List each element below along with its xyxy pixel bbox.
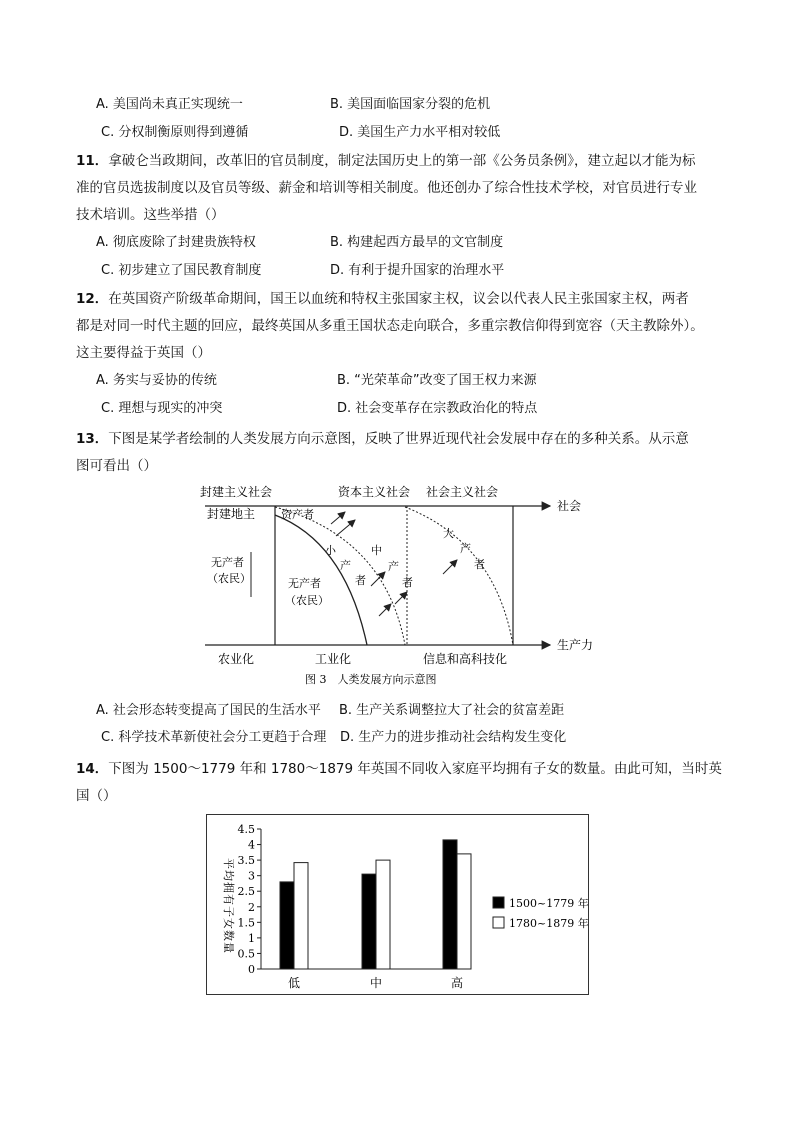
q11-number: 11． <box>76 153 109 169</box>
arrow-2 <box>336 520 355 536</box>
y-tick-label: 3 <box>248 869 255 883</box>
legend-swatch <box>493 897 504 908</box>
bourgeois-label: 资产者 <box>281 508 314 521</box>
q11-option-d: D. 有利于提升国家的治理水平 <box>330 263 505 278</box>
proletariat-left-label-1: 无产者 <box>211 556 244 569</box>
q14-number: 14． <box>76 761 109 777</box>
y-tick-label: 4.5 <box>237 823 255 836</box>
bar-1780-1879 <box>457 854 471 969</box>
productivity-axis-label: 生产力 <box>557 638 594 652</box>
arrow-6 <box>443 560 457 574</box>
label-industrialization: 工业化 <box>315 652 352 666</box>
q12-number: 12． <box>76 291 109 307</box>
q11-stem-line-1: 11．拿破仑当政期间，改革旧的官员制度，制定法国历史上的第一部《公务员条例》，建立起以才能为标 <box>76 153 696 169</box>
bar-1780-1879 <box>294 863 308 969</box>
bar-1780-1879 <box>376 860 390 969</box>
q12-option-d: D. 社会变革存在宗教政治化的特点 <box>337 401 538 416</box>
proletariat-left-label-2: （农民） <box>207 572 251 585</box>
y-tick-label: 1 <box>248 931 255 945</box>
q11-option-c: C. 初步建立了国民教育制度 <box>101 263 262 278</box>
q11-stem-line-3: 技术培训。这些举措（） <box>76 207 225 223</box>
y-tick-label: 4 <box>248 838 255 852</box>
label-feudal-society: 封建主义社会 <box>200 485 273 499</box>
q12-stem-line-3: 这主要得益于英国（） <box>76 345 211 361</box>
middle-producer-char-3: 者 <box>402 576 413 589</box>
q12-option-b: B. “光荣革命”改变了国王权力来源 <box>337 373 537 388</box>
legend-swatch <box>493 917 504 928</box>
proletariat-mid-label-2: （农民） <box>285 594 329 607</box>
large-producer-char-2: 产 <box>460 542 471 555</box>
legend-label: 1500~1779 年 <box>509 897 589 910</box>
bar-1500-1779 <box>362 874 376 969</box>
bar-1500-1779 <box>280 882 294 969</box>
legend-label: 1780~1879 年 <box>509 917 589 930</box>
diagram-caption: 图 3 人类发展方向示意图 <box>305 673 437 686</box>
proletariat-mid-label-1: 无产者 <box>288 577 321 590</box>
society-axis-label: 社会 <box>557 499 582 513</box>
q10-option-c: C. 分权制衡原则得到遵循 <box>101 125 249 140</box>
q12-option-a: A. 务实与妥协的传统 <box>96 373 217 388</box>
y-tick-label: 2 <box>248 900 255 914</box>
q13-option-a: A. 社会形态转变提高了国民的生活水平 <box>96 703 321 718</box>
q12-stem-line-1: 12．在英国资产阶级革命期间，国王以血统和特权主张国家主权，议会以代表人民主张国家主权，两者 <box>76 291 689 307</box>
q14-stem-line-1: 14．下图为 1500～1779 年和 1780～1879 年英国不同收入家庭平均拥有子女的数量。由此可知，当时英 <box>76 761 722 777</box>
label-capitalist-society: 资本主义社会 <box>338 485 411 499</box>
large-producer-curve <box>405 507 513 645</box>
y-tick-label: 3.5 <box>237 854 255 868</box>
y-tick-label: 0 <box>248 963 255 976</box>
q13-option-c: C. 科学技术革新使社会分工更趋于合理 <box>101 730 327 745</box>
q13-number: 13． <box>76 431 109 447</box>
arrow-1 <box>331 512 345 524</box>
q11-stem-line-2: 准的官员选拔制度以及官员等级、薪金和培训等相关制度。他还创办了综合性技术学校，对官员进行专业 <box>76 180 697 196</box>
y-tick-label: 2.5 <box>237 885 255 899</box>
large-producer-char-3: 者 <box>474 558 485 571</box>
label-agriculturalization: 农业化 <box>218 652 255 666</box>
large-producer-char-1: 大 <box>443 527 454 540</box>
q11-option-a: A. 彻底废除了封建贵族特权 <box>96 235 256 250</box>
q12-option-c: C. 理想与现实的冲突 <box>101 401 223 416</box>
arrow-4 <box>379 604 391 616</box>
q13-option-b: B. 生产关系调整拉大了社会的贫富差距 <box>339 703 565 718</box>
small-producer-char-3: 者 <box>355 574 366 587</box>
middle-producer-char-1: 中 <box>371 544 382 557</box>
q10-option-a: A. 美国尚未真正实现统一 <box>96 97 243 112</box>
q10-option-b: B. 美国面临国家分裂的危机 <box>330 97 491 112</box>
q11-option-b: B. 构建起西方最早的文官制度 <box>330 235 504 250</box>
x-tick-label: 中 <box>369 976 383 990</box>
children-count-bar-chart <box>206 814 590 996</box>
x-tick-label: 低 <box>287 976 301 990</box>
q13-stem-line-2: 图可看出（） <box>76 458 157 474</box>
small-producer-char-1: 小 <box>325 544 336 557</box>
q13-stem-line-1: 13．下图是某学者绘制的人类发展方向示意图，反映了世界近现代社会发展中存在的多种关系。从示意 <box>76 431 689 447</box>
y-tick-label: 0.5 <box>237 947 255 961</box>
label-socialist-society: 社会主义社会 <box>426 485 499 499</box>
human-development-diagram <box>195 482 615 692</box>
q14-stem-line-2: 国（） <box>76 788 117 804</box>
y-axis-label: 平均拥有子女数量 <box>222 858 235 954</box>
y-tick-label: 1.5 <box>237 916 255 930</box>
arrow-5 <box>395 592 407 604</box>
landlord-label: 封建地主 <box>207 507 256 521</box>
q13-option-d: D. 生产力的进步推动社会结构发生变化 <box>340 730 567 745</box>
middle-class-curve <box>275 507 405 645</box>
middle-producer-char-2: 产 <box>388 560 399 573</box>
small-producer-char-2: 产 <box>340 559 351 572</box>
label-informatization: 信息和高科技化 <box>423 652 508 666</box>
q12-stem-line-2: 都是对同一时代主题的回应，最终英国从多重王国状态走向联合，多重宗教信仰得到宽容（天主教除外）。 <box>76 318 704 334</box>
q10-option-d: D. 美国生产力水平相对较低 <box>339 125 501 140</box>
bar-1500-1779 <box>443 840 457 969</box>
x-tick-label: 高 <box>450 976 464 990</box>
